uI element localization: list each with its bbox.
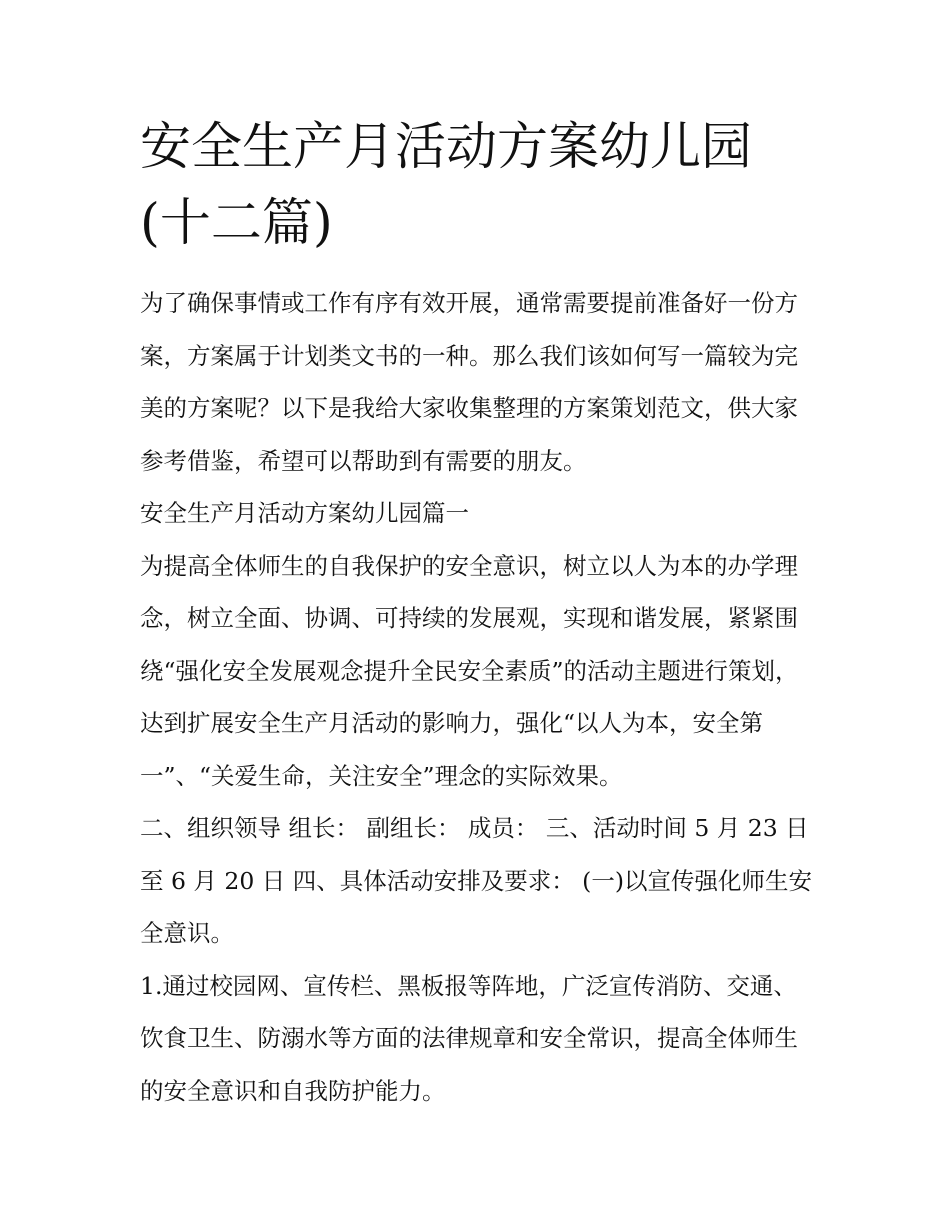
document-body <box>140 277 820 1117</box>
section-heading: 安全生产月活动方案幼儿园篇一 <box>140 499 469 527</box>
intro-paragraph: 为了确保事情或工作有序有效开展，通常需要提前准备好一份方案，方案属于计划类文书的一种。那么我们该如何写一篇较为完美的方案呢？以下是我给大家收集整理的方案策划范文，供大家参考借鉴，希望可以帮助到有需要的朋友。 <box>140 289 798 475</box>
body-paragraph: 为提高全体师生的自我保护的安全意识，树立以人为本的办学理念，树立全面、协调、可持续的发展观，实现和谐发展，紧紧围绕“强化安全发展观念提升全民安全素质”的活动主题进行策划，达到扩展安全生产月活动的影响力，强化“以人为本，安全第一”、“关爱生命，关注安全”理念的实际效果。 <box>140 551 799 790</box>
body-paragraph: 二、组织领导 组长： 副组长： 成员： 三、活动时间 5 月 23 日至 6 月 20 日 四、具体活动安排及要求： (一)以宣传强化师生安全意识。 <box>140 814 813 947</box>
body-paragraph: 1.通过校园网、宣传栏、黑板报等阵地，广泛宣传消防、交通、饮食卫生、防溺水等方面的法律规章和安全常识，提高全体师生的安全意识和自我防护能力。 <box>140 971 798 1105</box>
document-title: 安全生产月活动方案幼儿园(十二篇) <box>140 118 753 253</box>
